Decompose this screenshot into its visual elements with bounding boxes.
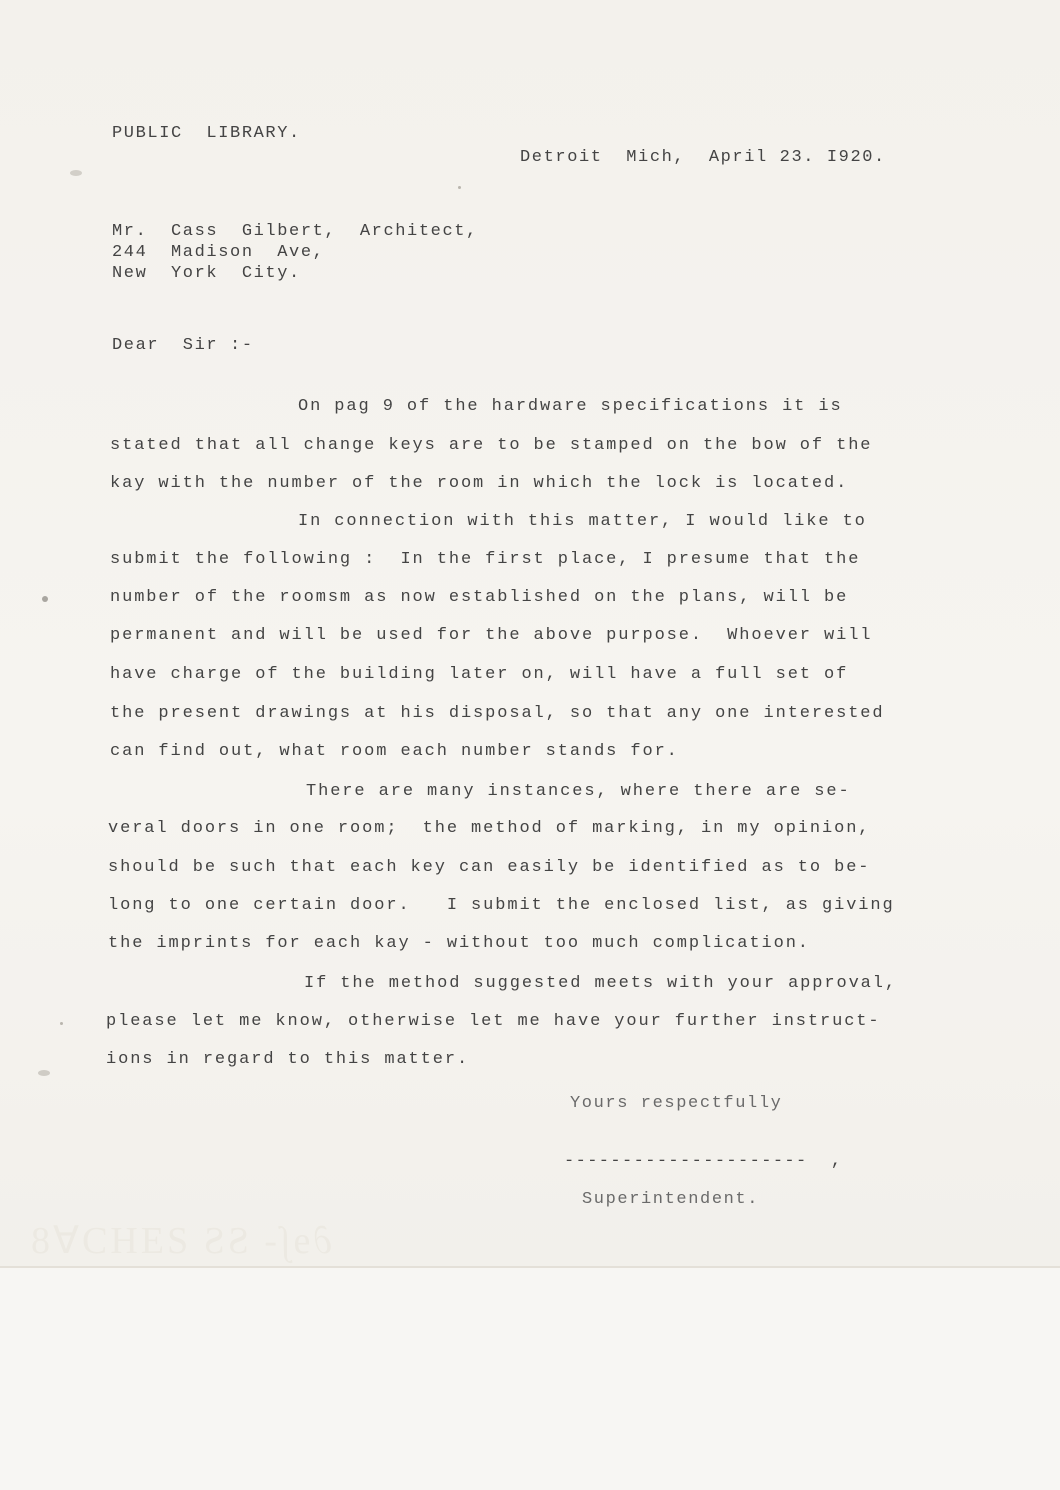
paper-speck bbox=[60, 1022, 63, 1025]
signature-line: --------------------- , bbox=[564, 1152, 843, 1171]
paragraph-4-line-3: ions in regard to this matter. bbox=[106, 1050, 470, 1069]
paragraph-3-line-2: veral doors in one room; the method of marking, in my opinion, bbox=[108, 819, 871, 838]
paragraph-4-line-1: If the method suggested meets with your approval, bbox=[304, 974, 897, 993]
paragraph-3-line-3: should be such that each key can easily be identified as to be- bbox=[108, 858, 871, 877]
paragraph-2-line-1: In connection with this matter, I would like to bbox=[298, 512, 867, 531]
letterhead: PUBLIC LIBRARY. bbox=[112, 124, 301, 143]
salutation: Dear Sir :- bbox=[112, 336, 254, 355]
paragraph-2-line-6: the present drawings at his disposal, so that any one interested bbox=[110, 704, 885, 723]
recipient-line-1: Mr. Cass Gilbert, Architect, bbox=[112, 222, 478, 241]
paragraph-3-line-5: the imprints for each kay - without too much complication. bbox=[108, 934, 810, 953]
dateline: Detroit Mich, April 23. I920. bbox=[520, 148, 886, 167]
paragraph-2-line-4: permanent and will be used for the above purpose. Whoever will bbox=[110, 626, 873, 645]
paragraph-2-line-2: submit the following : In the first place, I presume that the bbox=[110, 550, 861, 569]
paragraph-2-line-3: number of the roomsm as now established on the plans, will be bbox=[110, 588, 849, 607]
paper-speck bbox=[38, 1070, 50, 1076]
paper-speck bbox=[70, 170, 82, 176]
paragraph-2-line-7: can find out, what room each number stands for. bbox=[110, 742, 679, 761]
paragraph-1-line-1: On pag 9 of the hardware specifications it is bbox=[298, 397, 843, 416]
recipient-line-2: 244 Madison Ave, bbox=[112, 243, 325, 262]
paragraph-1-line-3: kay with the number of the room in which the lock is located. bbox=[110, 474, 849, 493]
closing: Yours respectfully bbox=[570, 1094, 783, 1113]
paragraph-1-line-2: stated that all change keys are to be stamped on the bow of the bbox=[110, 436, 873, 455]
signatory-title: Superintendent. bbox=[582, 1190, 760, 1209]
paragraph-3-line-1: There are many instances, where there are se- bbox=[306, 782, 851, 801]
paper-speck bbox=[458, 186, 461, 189]
paragraph-2-line-5: have charge of the building later on, will have a full set of bbox=[110, 665, 849, 684]
paragraph-3-line-4: long to one certain door. I submit the enclosed list, as giving bbox=[108, 896, 895, 915]
background-below-paper bbox=[0, 1268, 1060, 1490]
paper-speck bbox=[42, 596, 48, 602]
bleed-through-mark: ∂ɘ∫- SS ƧƎHƆ∀8 bbox=[28, 1220, 333, 1262]
recipient-line-3: New York City. bbox=[112, 264, 301, 283]
paragraph-4-line-2: please let me know, otherwise let me have your further instruct- bbox=[106, 1012, 881, 1031]
